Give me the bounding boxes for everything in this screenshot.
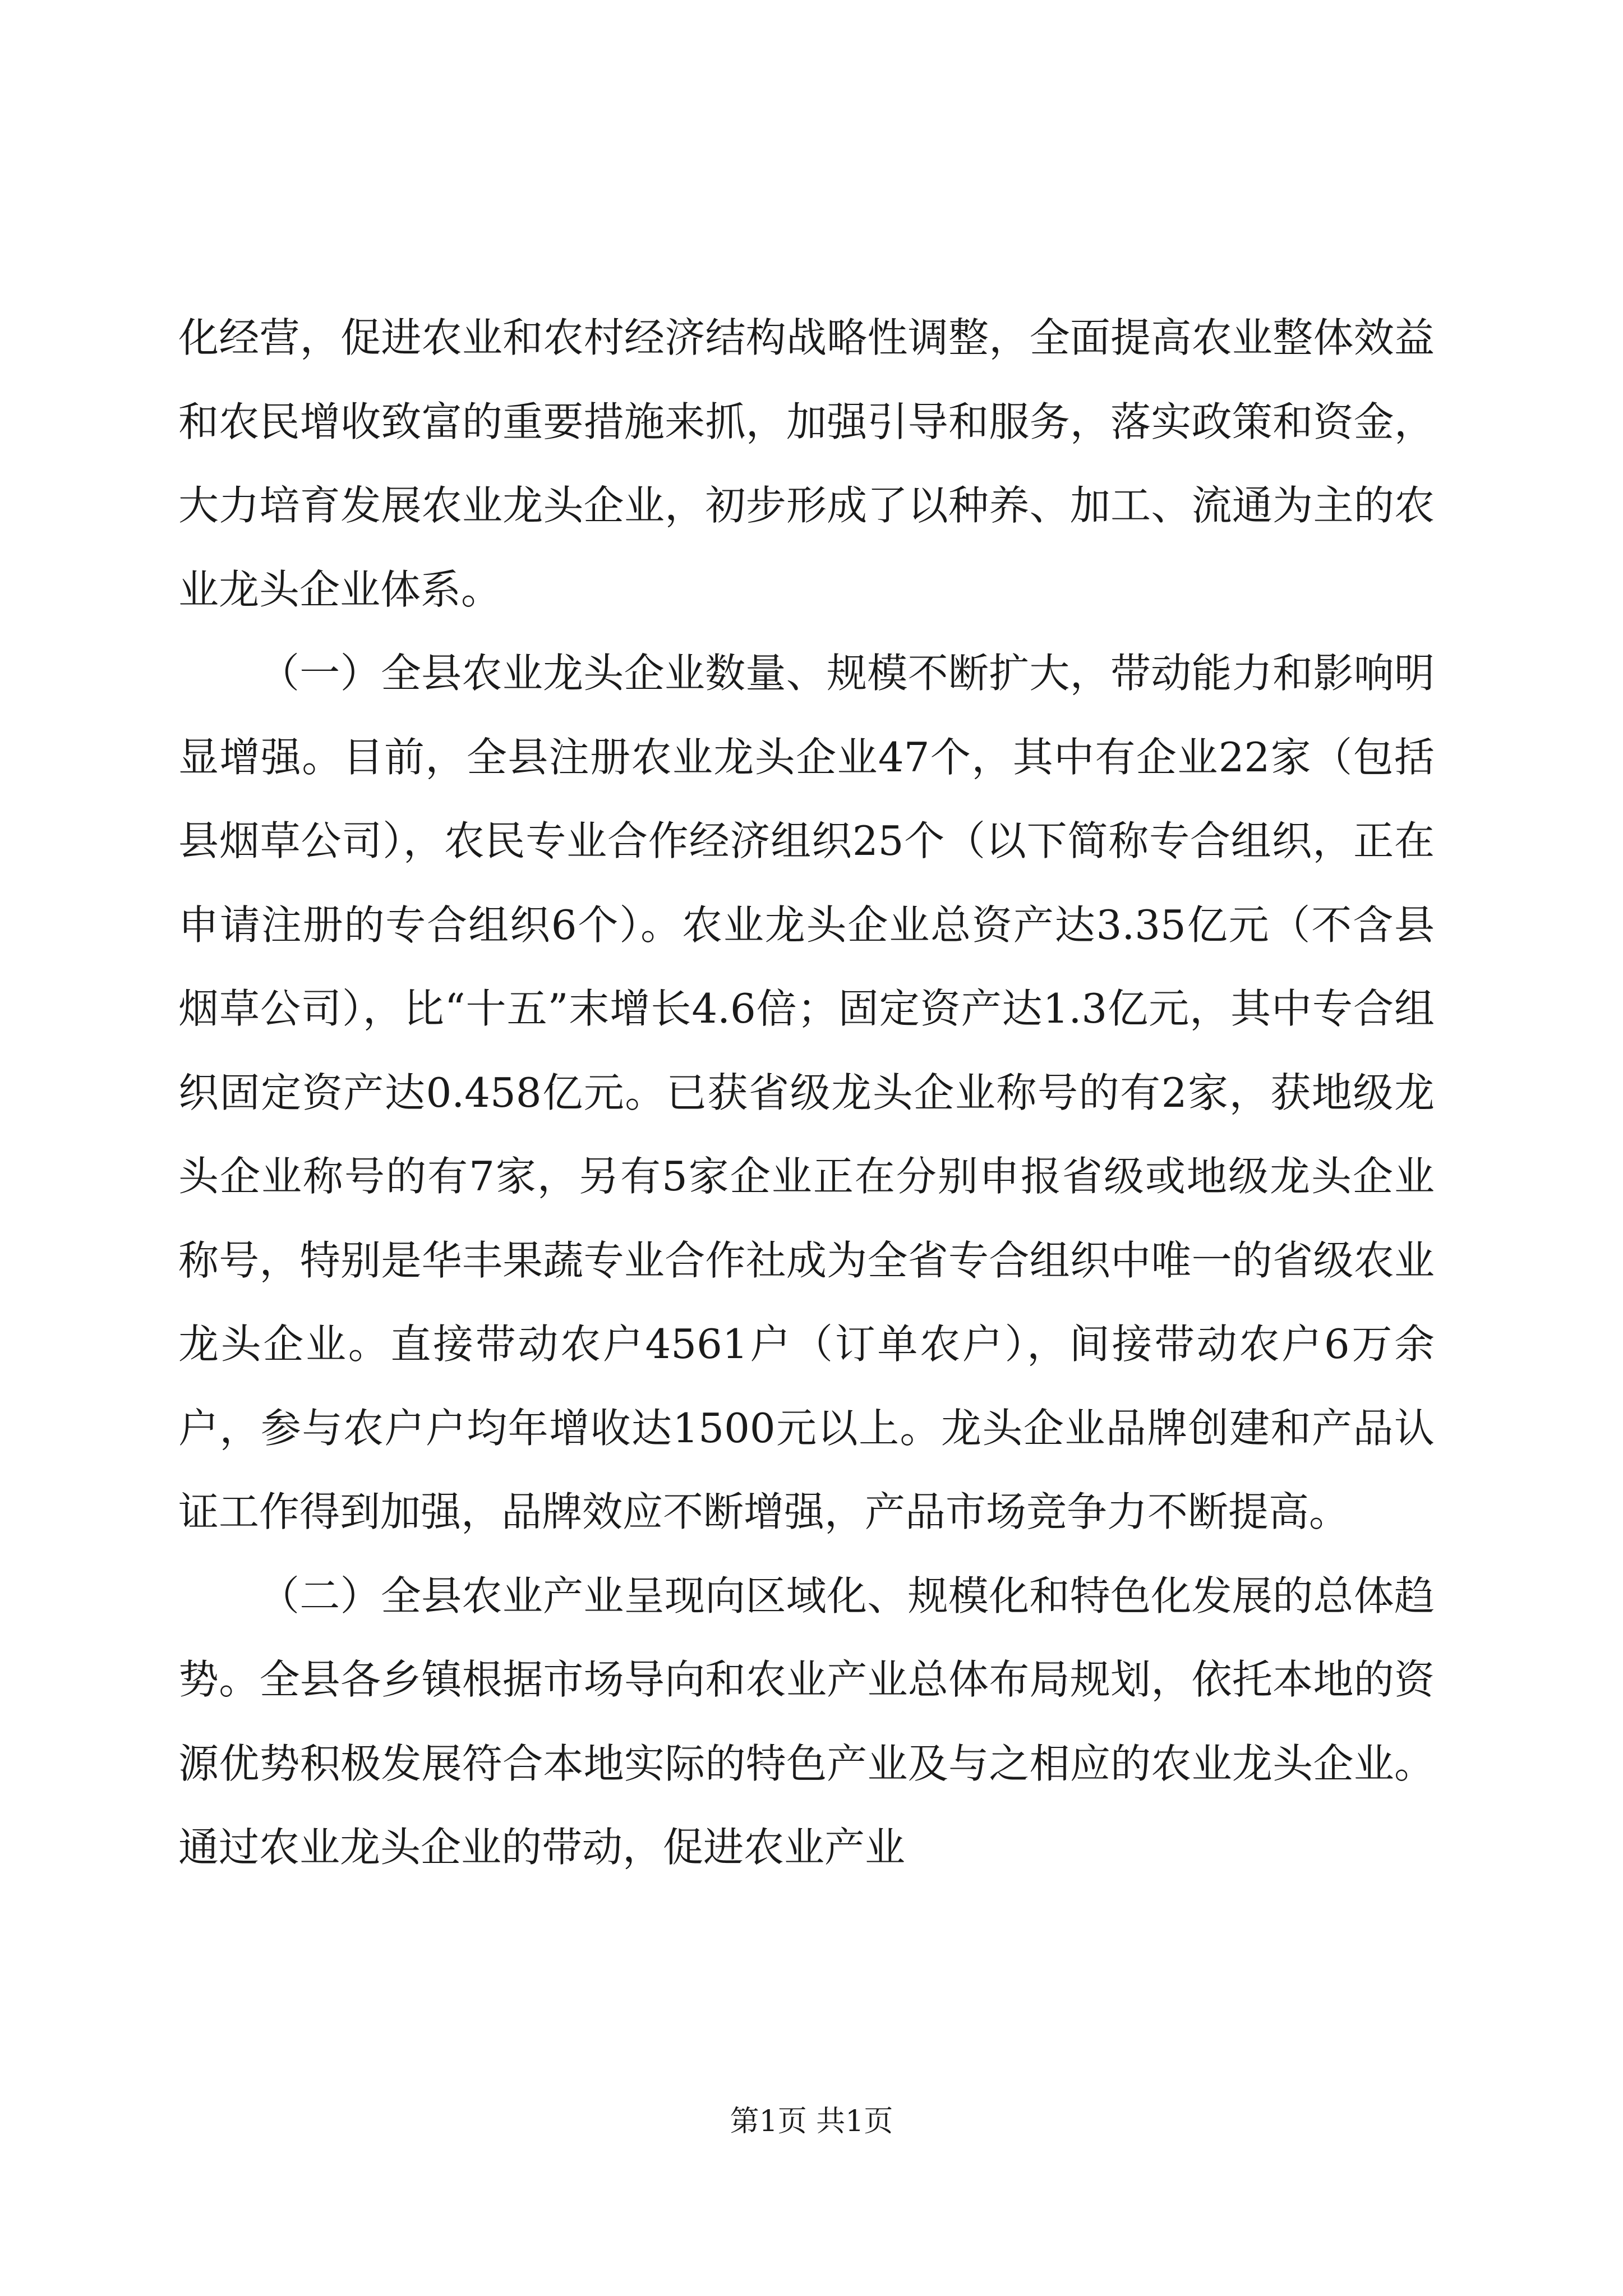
paragraph-section-two: （二）全县农业产业呈现向区域化、规模化和特色化发展的总体趋势。全县各乡镇根据市场导向和农业产业总体布局规划，依托本地的资源优势积极发展符合本地实际的特色产业及与之相应的农业龙头企业。通过农业龙头企业的带动，促进农业产业 — [178, 1572, 1435, 1871]
page-footer: 第1页 共1页 — [730, 2105, 893, 2138]
paragraph-section-one: （一）全县农业龙头企业数量、规模不断扩大，带动能力和影响明显增强。目前，全县注册农业龙头企业47个，其中有企业22家（包括县烟草公司），农民专业合作经济组织25个（以下简称专合组织，正在申请注册的专合组织6个）。农业龙头企业总资产达3.35亿元（不含县烟草公司），比“十五”末增长4.6倍；固定资产达1.3亿元，其中专合组织固定资产达0.458亿元。已获省级龙头企业称号的有2家，获地级龙头企业称号的有7家，另有5家企业正在分别申报省级或地级龙头企业称号，特别是华丰果蔬专业合作社成为全省专合组织中唯一的省级农业龙头企业。直接带动农户4561户（订单农户），间接带动农户6万余户，参与农户户均年增收达1500元以上。龙头企业品牌创建和产品认证工作得到加强，品牌效应不断增强，产品市场竞争力不断提高。 — [178, 650, 1435, 1535]
document-body — [178, 296, 1435, 1890]
paragraph-continuation: 化经营，促进农业和农村经济结构战略性调整，全面提高农业整体效益和农民增收致富的重要措施来抓，加强引导和服务，落实政策和资金，大力培育发展农业龙头企业，初步形成了以种养、加工、流通为主的农业龙头企业体系。 — [178, 314, 1435, 613]
